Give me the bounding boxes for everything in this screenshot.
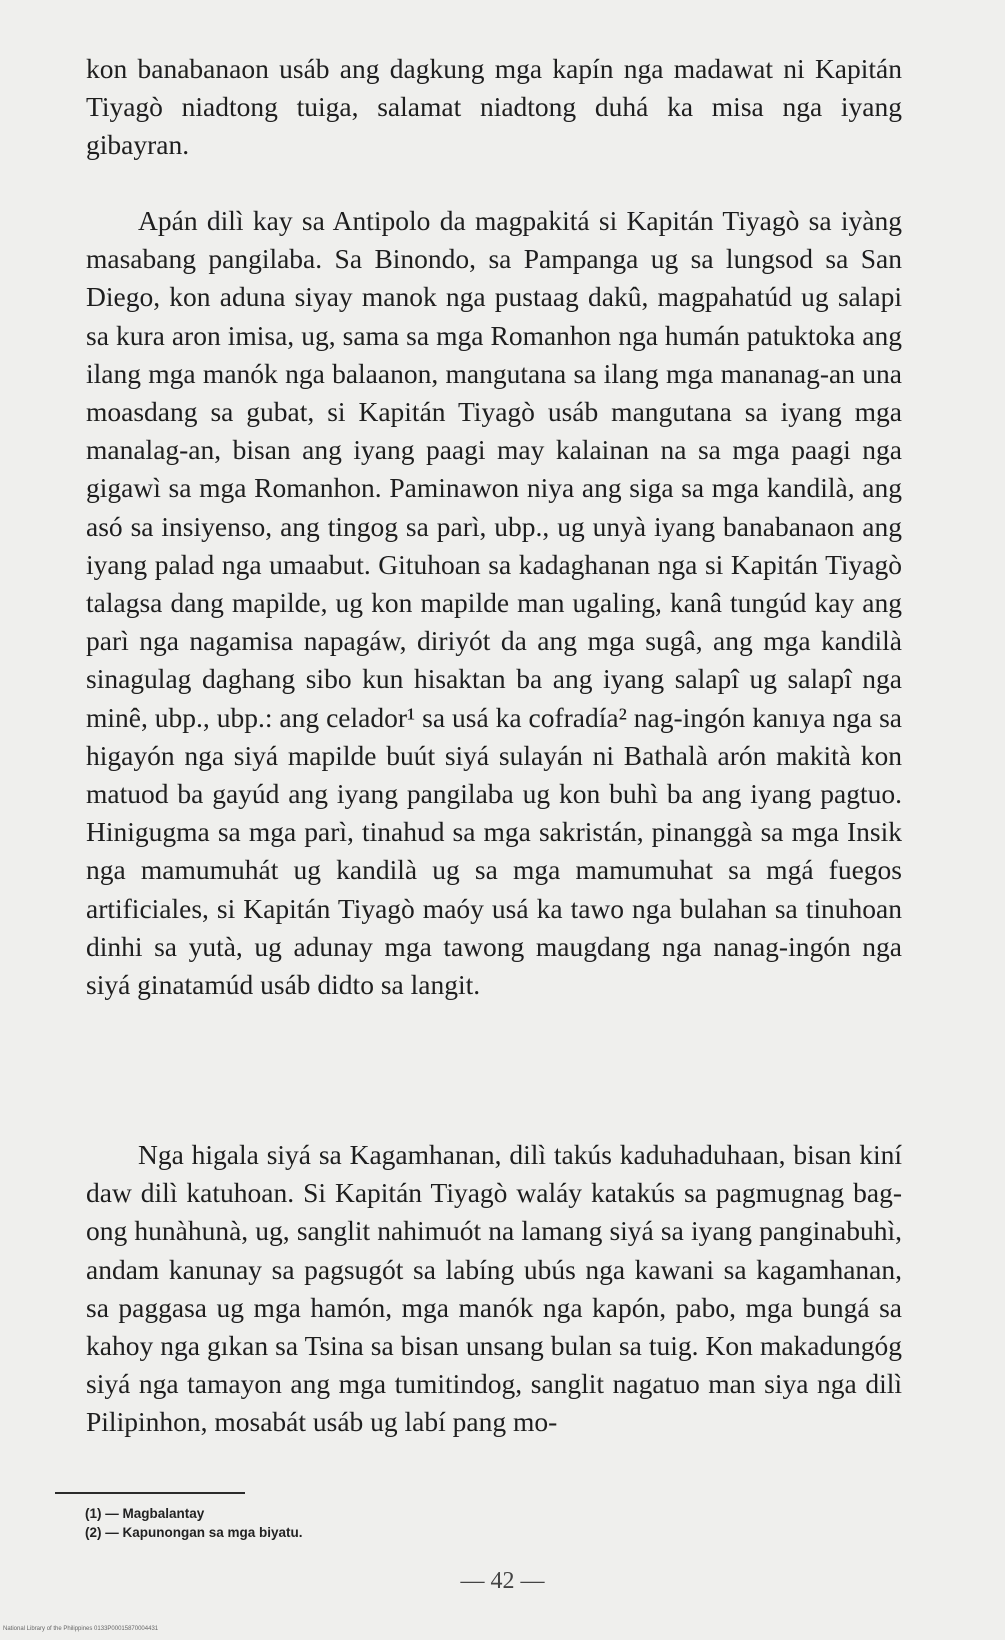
footnote-1: (1) — Magbalantay (85, 1506, 205, 1521)
footnotes (85, 1504, 303, 1542)
paragraph-continuation: kon banabanaon usáb ang dagkung mga kapín nga madawat ni Kapitán Tiyagò niadtong tuiga, salamat niadtong duhá ka misa nga iyang gibayran. (86, 53, 902, 161)
archive-watermark: National Library of the Philippines 0133P00015870004431 (3, 1626, 159, 1632)
page-number: — 42 — (460, 1568, 545, 1594)
footnote-2: (2) — Kapunongan sa mga biyatu. (85, 1525, 303, 1540)
paragraph-kapitan-tiyago-devotion: Apán dilì kay sa Antipolo da magpakitá si Kapitán Tiyagò sa iyàng masabang pangilaba. Sa Binondo, sa Pampanga ug sa lungsod sa San Diego, kon aduna siyay manok nga pustaag dakû, magpahatúd ug salapi sa kura aron imisa, ug, sama sa mga Romanhon nga humán patuktoka ang ilang mga manók nga balaanon, mangutana sa ilang mga mananag-an una moasdang sa gubat, si Kapitán Tiyagò usáb mangutana sa iyang mga manalag-an, bisan ang iyang paagi may kalainan na sa mga paagi nga gigawì sa mga Romanhon. Paminawon niya ang siga sa mga kandilà, ang asó sa insiyenso, ang tingog sa parì, ubp., ug unyà iyang banabanaon ang iyang palad nga umaabut. Gituhoan sa kadaghanan nga si Kapitán Tiyagò talagsa dang mapilde, ug kon mapilde man ugaling, kanâ tungúd kay ang parì nga nagamisa napagáw, diriyót da ang mga sugâ, ang mga kandilà sinagulag daghang sibo kun hisaktan ba ang iyang salapî ug salapî nga minê, ubp., ubp.: ang celador¹ sa usá ka cofradía² nag-ingón kanıya nga sa higayón nga siyá mapilde buút siyá sulayán ni Bathalà arón makità kon matuod ba gayúd ang iyang pangilaba ug kon buhì ba ang iyang pagtuo. Hinigugma sa mga parì, tinahud sa mga sakristán, pinanggà sa mga Insik nga mamumuhát ug kandilà ug sa mga mamumuhat sa mgá fuegos artificiales, si Kapitán Tiyagò maóy usá ka tawo nga bulahan sa tinuhoan dinhi sa yutà, ug adunay mga tawong maugdang nga nanag-ingón nga siyá ginatamúd usáb didto sa langit. (86, 205, 902, 1001)
footnote-divider (55, 1492, 245, 1494)
paragraph-friend-of-government: Nga higala siyá sa Kagamhanan, dilì takús kaduhaduhaan, bisan kiní daw dilì katuhoan. Si Kapitán Tiyagò waláy katakús sa pagmugnag bag-ong hunàhunà, ug, sanglit nahimuót na lamang siyá sa iyang panginabuhì, andam kanunay sa pagsugót sa labíng ubús nga kawani sa kagamhanan, sa paggasa ug mga hamón, mga manók nga kapón, pabo, mga bungá sa kahoy nga gıkan sa Tsina sa bisan unsang bulan sa tuig. Kon makadungóg siyá nga tamayon ang mga tumitindog, sanglit nagatuo man siya nga dilì Pilipinhon, mosabát usáb ug labí pang mo- (86, 1139, 902, 1438)
